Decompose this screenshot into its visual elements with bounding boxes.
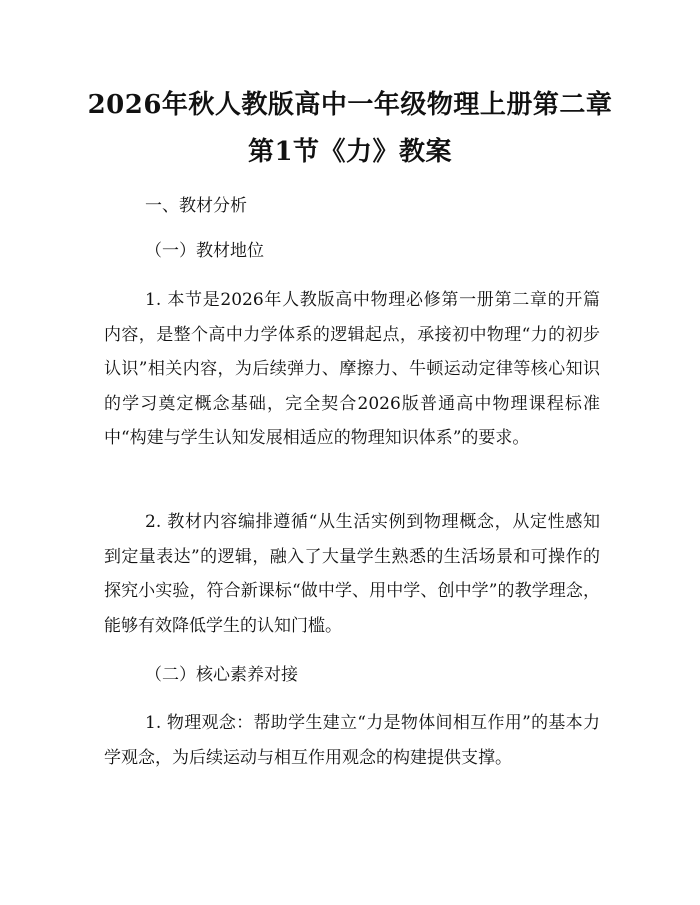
subsection-heading-textbook-position: （一）教材地位	[145, 241, 264, 261]
document-title-line-1: 2026年秋人教版高中一年级物理上册第二章	[87, 90, 613, 120]
document-title-line-2: 第1节《力》教案	[247, 137, 453, 167]
paragraph-textbook-position-1: 1. 本节是2026年人教版高中物理必修第一册第二章的开篇内容，是整个高中力学体系的逻辑起点，承接初中物理“力的初步认识”相关内容，为后续弹力、摩擦力、牛顿运动定律等核心知识的学习奠定概念基础，完全契合2026版普通高中物理课程标准中“构建与学生认知发展相适应的物理知识体系”的要求。	[104, 290, 600, 449]
section-heading-textbook-analysis: 一、教材分析	[145, 196, 247, 216]
subsection-heading-core-literacy: （二）核心素养对接	[145, 665, 298, 685]
paragraph-physics-concept: 1. 物理观念：帮助学生建立“力是物体间相互作用”的基本力学观念，为后续运动与相互作用观念的构建提供支撑。	[104, 713, 600, 768]
paragraph-textbook-position-2: 2. 教材内容编排遵循“从生活实例到物理概念，从定性感知到定量表达”的逻辑，融入了大量学生熟悉的生活场景和可操作的探究小实验，符合新课标“做中学、用中学、创中学”的教学理念，能够有效降低学生的认知门槛。	[104, 512, 600, 636]
